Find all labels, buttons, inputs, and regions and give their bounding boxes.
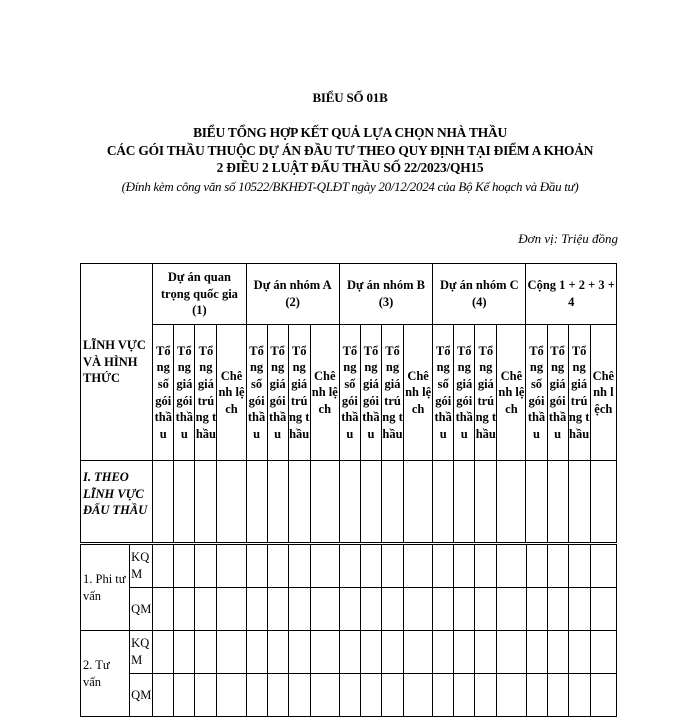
subcol-header: Tổng số gói thầu bbox=[153, 325, 174, 461]
row-kind: KQM bbox=[130, 631, 153, 674]
unit-label: Đơn vị: Triệu đồng bbox=[518, 231, 618, 246]
row-label: 2. Tư vấn bbox=[81, 631, 130, 717]
subcol-header: Tổng giá trúng thầu bbox=[475, 325, 497, 461]
results-table bbox=[80, 263, 617, 543]
subcol-header: Chênh lệch bbox=[497, 325, 526, 461]
report-title bbox=[40, 124, 660, 177]
subcol-header: Tổng giá trúng thầu bbox=[568, 325, 590, 461]
title-line-1: BIỂU TỔNG HỢP KẾT QUẢ LỰA CHỌN NHÀ THẦU bbox=[193, 125, 507, 140]
subcol-header: Tổng giá gói thầu bbox=[267, 325, 288, 461]
subcol-header: Tổng số gói thầu bbox=[526, 325, 547, 461]
section-heading: I. THEO LĨNH VỰC ĐẤU THẦU bbox=[81, 461, 153, 543]
attachment-note: (Đính kèm công văn số 10522/BKHĐT-QLĐT ngày 20/12/2024 của Bộ Kế hoạch và Đầu tư) bbox=[121, 179, 579, 194]
table-row bbox=[81, 545, 617, 588]
subcol-header: Chênh lệch bbox=[217, 325, 246, 461]
subcolumn-header-row bbox=[81, 325, 617, 461]
group-header: Dự án nhóm A (2) bbox=[246, 264, 339, 325]
group-header: Dự án nhóm C (4) bbox=[433, 264, 526, 325]
group-header: Cộng 1 + 2 + 3 + 4 bbox=[526, 264, 617, 325]
section-row bbox=[81, 461, 617, 543]
title-line-3: 2 ĐIỀU 2 LUẬT ĐẤU THẦU SỐ 22/2023/QH15 bbox=[216, 160, 484, 175]
subcol-header: Chênh lệch bbox=[590, 325, 616, 461]
row-kind: QM bbox=[130, 588, 153, 631]
group-header: Dự án nhóm B (3) bbox=[339, 264, 432, 325]
group-header: Dự án quan trọng quốc gia (1) bbox=[153, 264, 246, 325]
form-number: BIỂU SỐ 01B bbox=[312, 90, 388, 105]
subcol-header: Tổng giá trúng thầu bbox=[195, 325, 217, 461]
row-kind: QM bbox=[130, 674, 153, 717]
subcol-header: Tổng số gói thầu bbox=[433, 325, 454, 461]
subcol-header: Tổng giá trúng thầu bbox=[288, 325, 310, 461]
subcol-header: Tổng số gói thầu bbox=[246, 325, 267, 461]
subcol-header: Tổng giá gói thầu bbox=[454, 325, 475, 461]
title-line-2: CÁC GÓI THẦU THUỘC DỰ ÁN ĐẦU TƯ THEO QUY ĐỊNH TẠI ĐIỂM A KHOẢN bbox=[106, 142, 594, 158]
field-header: LĨNH VỰC VÀ HÌNH THỨC bbox=[81, 264, 153, 461]
subcol-header: Tổng giá gói thầu bbox=[174, 325, 195, 461]
subcol-header: Tổng giá gói thầu bbox=[547, 325, 568, 461]
subcol-header: Chênh lệch bbox=[404, 325, 433, 461]
results-table-rows bbox=[80, 544, 617, 717]
table-row bbox=[81, 631, 617, 674]
subcol-header: Tổng giá gói thầu bbox=[360, 325, 381, 461]
table-row bbox=[81, 674, 617, 717]
subcol-header: Chênh lệch bbox=[310, 325, 339, 461]
subcol-header: Tổng giá trúng thầu bbox=[381, 325, 403, 461]
subcol-header: Tổng số gói thầu bbox=[339, 325, 360, 461]
row-kind: KQM bbox=[130, 545, 153, 588]
row-label: 1. Phi tư vấn bbox=[81, 545, 130, 631]
group-header-row bbox=[81, 264, 617, 325]
table-row bbox=[81, 588, 617, 631]
